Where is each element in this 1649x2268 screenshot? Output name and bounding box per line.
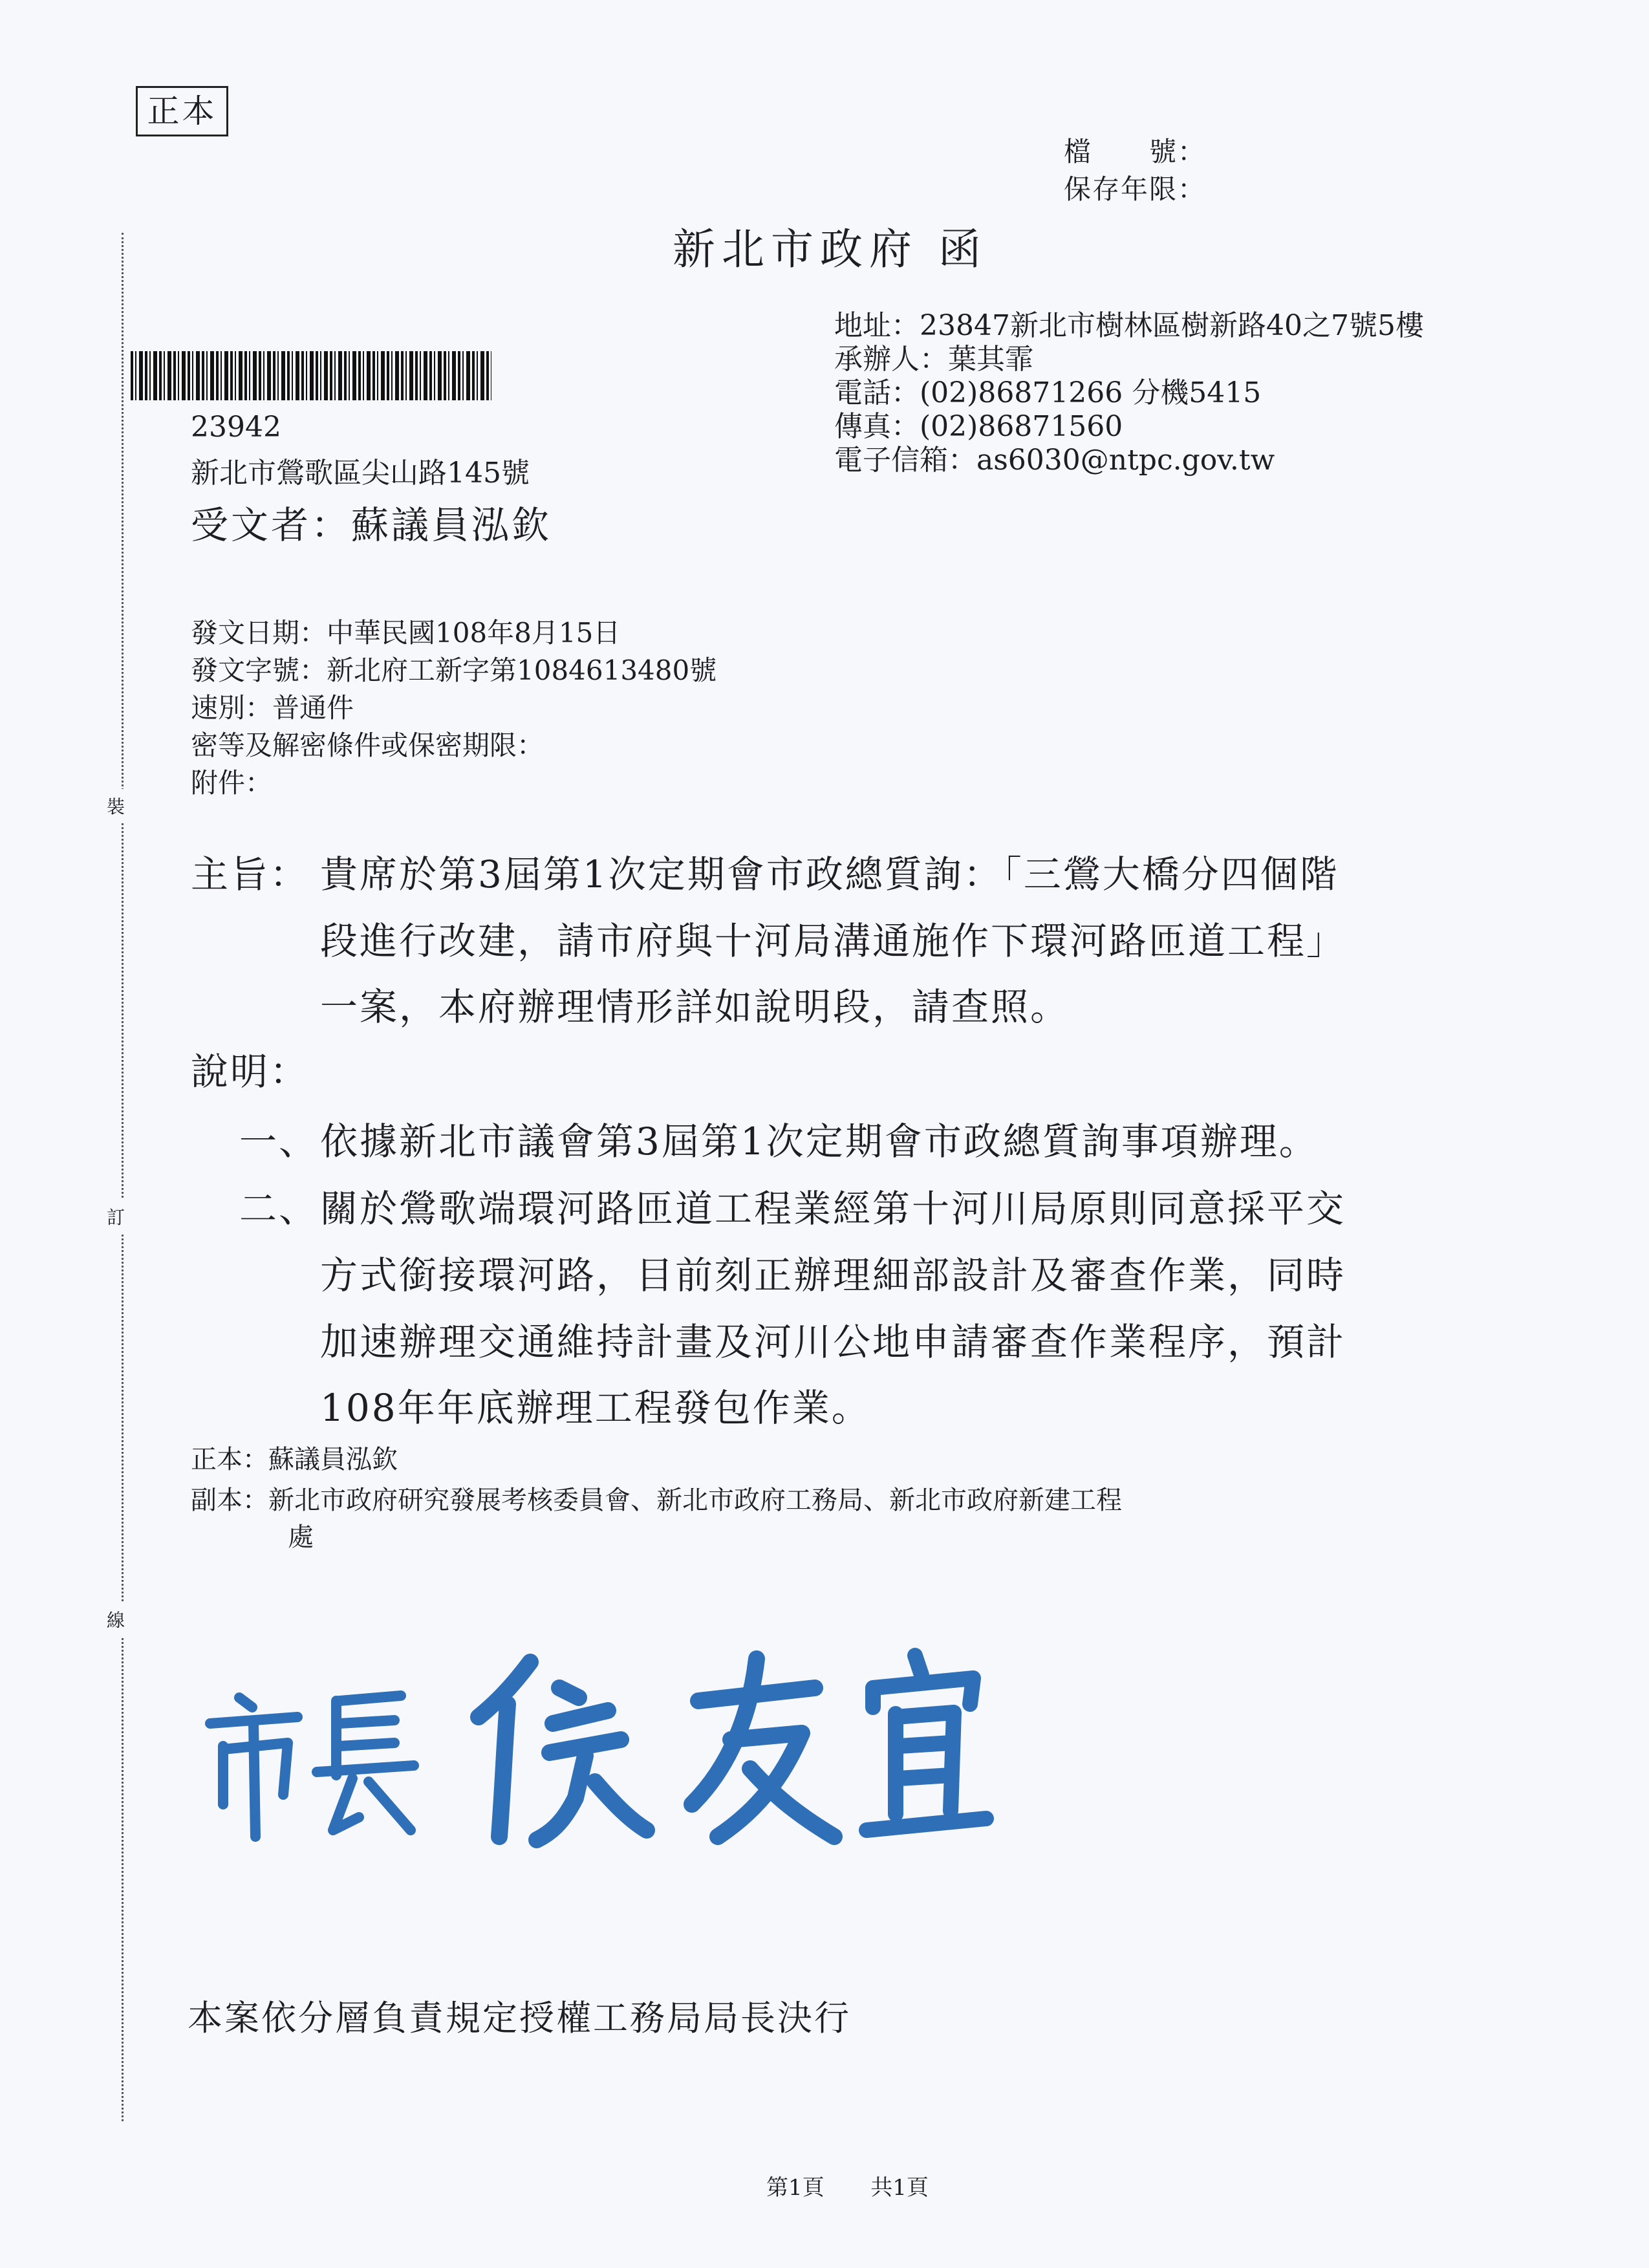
subject-line: 一案，本府辦理情形詳如說明段，請查照。 <box>320 985 1070 1029</box>
subject-line: 貴席於第3屆第1次定期會市政總質詢：「三鶯大橋分四個階 <box>320 852 1339 896</box>
binding-mark-ding: 訂 <box>107 1200 125 1233</box>
sender-info <box>834 309 1424 477</box>
recipient: 受文者：蘇議員泓欽 <box>191 503 552 547</box>
file-number-field: 檔 號： <box>1064 136 1207 167</box>
page-total: 共1頁 <box>870 2175 929 2201</box>
delivery-speed: 速別：普通件 <box>191 692 354 724</box>
original-recipient: 正本：蘇議員泓欽 <box>191 1445 398 1474</box>
explanation-item-marker: 二、 <box>239 1187 319 1231</box>
issue-date: 發文日期：中華民國108年8月15日 <box>191 617 621 649</box>
sender-phone: 電話：(02)86871266 分機5415 <box>834 376 1262 409</box>
original-copy-stamp: 正本 <box>136 86 228 136</box>
sender-address: 地址：23847新北市樹林區樹新路40之7號5樓 <box>834 309 1424 342</box>
binding-line <box>122 233 124 2121</box>
secrecy-level: 密等及解密條件或保密期限： <box>191 729 544 761</box>
postal-barcode <box>131 351 491 400</box>
page-number: 第1頁 <box>766 2175 824 2201</box>
signature-ink <box>200 1643 1015 1850</box>
explanation-line: 方式銜接環河路，目前刻正辦理細部設計及審查作業，同時 <box>320 1253 1346 1297</box>
explanation-label: 說明： <box>191 1050 310 1094</box>
subject-line: 段進行改建，請市府與十河局溝通施作下環河路匝道工程」 <box>320 919 1346 963</box>
explanation-line: 108年年底辦理工程發包作業。 <box>320 1386 871 1430</box>
subject-label: 主旨： <box>191 852 310 896</box>
recipient-address: 新北市鶯歌區尖山路145號 <box>191 457 530 490</box>
explanation-line: 關於鶯歌端環河路匝道工程業經第十河川局原則同意採平交 <box>320 1187 1346 1231</box>
sender-handler: 承辦人：葉其霏 <box>834 343 1033 376</box>
issue-meta <box>191 614 717 802</box>
explanation-line: 依據新北市議會第3屆第1次定期會市政總質詢事項辦理。 <box>320 1119 1319 1163</box>
explanation-line: 加速辦理交通維持計畫及河川公地申請審查作業程序，預計 <box>320 1320 1346 1364</box>
document-title: 新北市政府 函 <box>673 224 987 274</box>
sender-fax: 傳真：(02)86871560 <box>834 410 1123 443</box>
copy-recipients-continued: 處 <box>288 1522 314 1552</box>
copy-recipients: 副本：新北市政府研究發展考核委員會、新北市政府工務局、新北市政府新建工程 <box>191 1485 1122 1515</box>
binding-mark-zhuang: 裝 <box>107 789 125 823</box>
retention-period-field: 保存年限： <box>1064 173 1207 205</box>
explanation-item-marker: 一、 <box>239 1119 319 1163</box>
authorization-note: 本案依分層負責規定授權工務局局長決行 <box>188 1998 851 2038</box>
sender-email: 電子信箱：as6030@ntpc.gov.tw <box>834 444 1275 477</box>
document-number: 發文字號：新北府工新字第1084613480號 <box>191 654 717 686</box>
binding-mark-xian: 線 <box>107 1603 125 1636</box>
recipient-postal-code: 23942 <box>191 411 281 444</box>
mayor-signature-stamp <box>200 1643 1015 1852</box>
attachment: 附件： <box>191 767 273 799</box>
page-footer <box>766 2170 929 2201</box>
